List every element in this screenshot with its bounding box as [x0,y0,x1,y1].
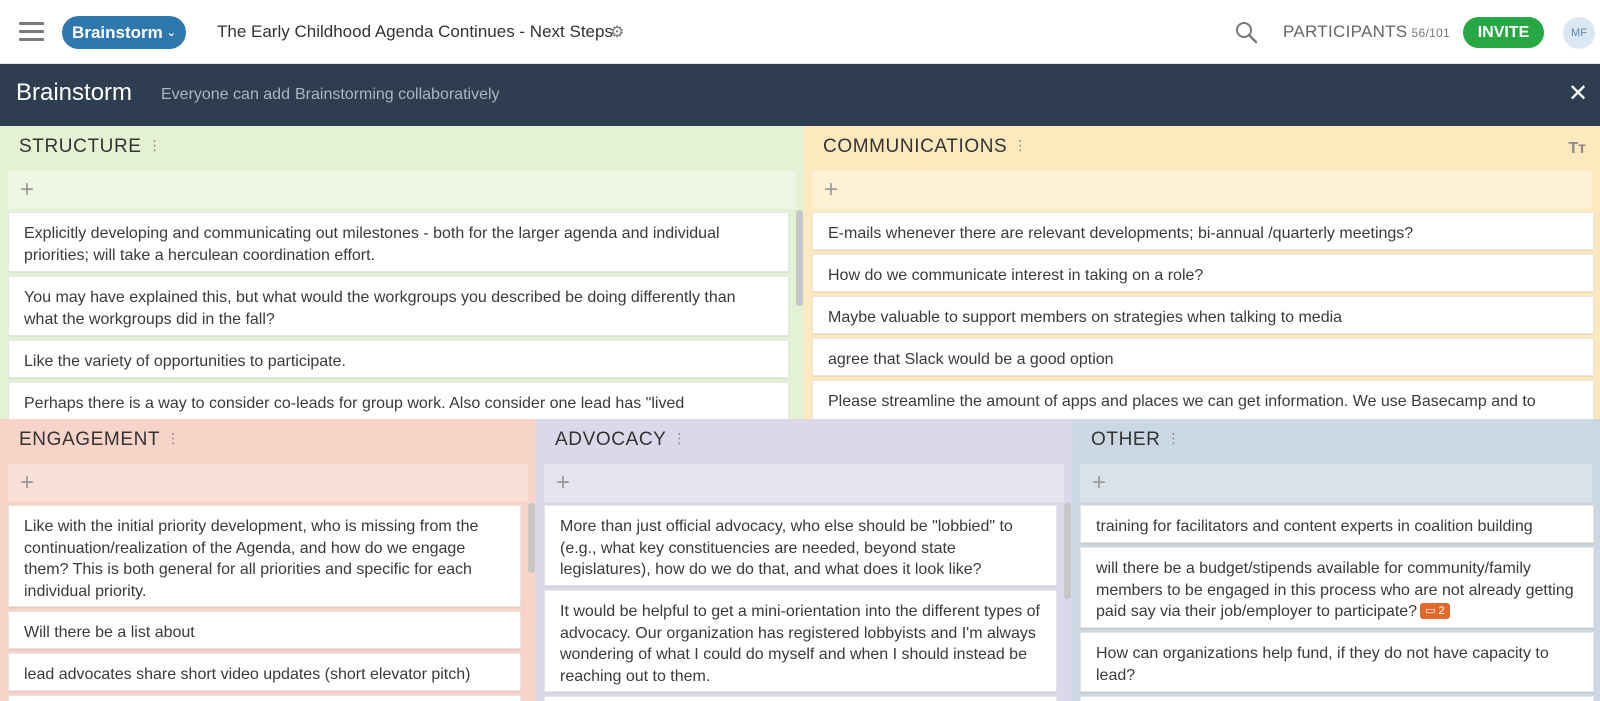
idea-text: Perhaps there is a way to consider co-leads for group work. Also consider one lead has "lived [24,395,685,412]
category-header [0,419,536,463]
idea-card[interactable]: Explicitly developing and communicating out milestones - both for the larger agenda and individual priorities; will take a herculean coordination effort. [8,212,789,272]
idea-card[interactable]: You may have explained this, but what would the workgroups you described be doing differently than what the workgroups did in the fall? [8,276,789,336]
category-header [536,419,1072,463]
search-icon[interactable] [1234,20,1258,44]
scrollbar[interactable] [1064,503,1071,599]
category-advocacy [536,419,1072,701]
comment-count: 2 [1438,605,1445,617]
idea-card[interactable] [1080,547,1594,628]
idea-card[interactable]: agree that Slack would be a good option [812,338,1594,376]
category-communications [804,126,1600,419]
kebab-menu-icon[interactable]: ⋮ [672,430,687,446]
participants-counter[interactable] [1283,22,1450,42]
plus-icon[interactable]: + [556,469,571,496]
idea-card[interactable]: Like with the initial priority development, who is missing from the continuation/realization of the Agenda, and how do we engage them? This is both general for all priorities and specific for each individual priority. [8,505,521,607]
plus-icon[interactable]: + [20,469,35,496]
category-title-text: ADVOCACY [555,429,667,450]
category-title-text: ENGAGEMENT [19,429,161,450]
menu-icon[interactable] [19,22,44,42]
mode-label: Brainstorm [72,22,163,42]
idea-card[interactable]: How do we communicate interest in taking on a role? [812,254,1594,292]
activity-permission: Everyone can add [161,86,290,103]
participants-count: 56/101 [1411,26,1451,40]
plus-icon[interactable]: + [824,176,839,203]
category-title-text: OTHER [1091,429,1161,450]
scrollbar[interactable] [528,503,535,573]
activity-header [0,64,1600,126]
add-idea-row[interactable] [1080,464,1592,502]
idea-card[interactable]: lead advocates share short video updates (short elevator pitch) [8,653,521,691]
add-idea-row[interactable] [8,464,528,502]
text-size-icon[interactable]: Tт [1568,140,1586,157]
idea-card[interactable]: Maybe valuable to support members on strategies when talking to media [812,296,1594,334]
invite-button[interactable]: INVITE [1463,17,1544,48]
idea-card[interactable]: It would be helpful to get a mini-orientation into the different types of advocacy. Our organization has registered lobbyists and I'm always wondering of what I could do myself and when I should instead be reaching out to them. [544,590,1057,692]
idea-card[interactable]: Like the variety of opportunities to participate. [8,340,789,378]
kebab-menu-icon[interactable]: ⋮ [1166,430,1181,446]
avatar[interactable]: MF [1563,17,1595,49]
category-engagement [0,419,536,701]
category-title [823,136,1027,158]
add-idea-row[interactable] [812,171,1592,209]
category-title-text: STRUCTURE [19,136,142,157]
category-header [804,126,1600,170]
category-header [0,126,804,170]
idea-card[interactable] [8,695,521,701]
category-title-text: COMMUNICATIONS [823,136,1008,157]
idea-card[interactable] [544,696,1057,701]
category-other [1072,419,1600,701]
top-bar [0,0,1600,64]
close-icon[interactable]: ✕ [1568,80,1589,107]
comment-badge[interactable] [1420,603,1450,619]
category-title [19,429,180,451]
add-idea-row[interactable] [544,464,1064,502]
category-title [19,136,162,158]
idea-card[interactable]: Will there be a list about [8,611,521,649]
idea-card[interactable] [1080,696,1594,701]
plus-icon[interactable]: + [20,176,35,203]
session-title: The Early Childhood Agenda Continues - Next Steps [217,22,613,41]
gear-icon[interactable]: ⚙ [610,24,625,41]
activity-title: Brainstorm [16,79,133,106]
idea-card[interactable]: E-mails whenever there are relevant developments; bi-annual /quarterly meetings? [812,212,1594,250]
idea-card[interactable] [8,382,789,419]
idea-card[interactable]: Please streamline the amount of apps and places we can get information. We use Basecamp and to [812,380,1594,419]
chevron-down-icon: ⌄ [166,27,176,39]
participants-label: PARTICIPANTS [1283,22,1408,41]
idea-card[interactable]: How can organizations help fund, if they do not have capacity to lead? [1080,632,1594,692]
add-idea-row[interactable] [8,171,796,209]
activity-mode: Brainstorming collaboratively [295,86,500,103]
kebab-menu-icon[interactable]: ⋮ [1013,137,1028,153]
category-structure [0,126,804,419]
mode-dropdown[interactable] [62,16,186,49]
comment-icon: ▭ [1425,605,1436,617]
category-title [1091,429,1181,451]
category-header [1072,419,1600,463]
category-title [555,429,686,451]
idea-card[interactable]: training for facilitators and content experts in coalition building [1080,505,1594,543]
scrollbar[interactable] [796,210,803,306]
plus-icon[interactable]: + [1092,469,1107,496]
idea-card[interactable]: More than just official advocacy, who else should be "lobbied" to (e.g., what key constituencies are needed, beyond state legislatures), how do we do that, and what does it look like? [544,505,1057,586]
kebab-menu-icon[interactable]: ⋮ [166,430,181,446]
idea-text: will there be a budget/stipends available for community/family members to be engaged in this process who are not already getting paid say via their job/employer to participate? [1096,560,1574,620]
kebab-menu-icon[interactable]: ⋮ [147,137,162,153]
